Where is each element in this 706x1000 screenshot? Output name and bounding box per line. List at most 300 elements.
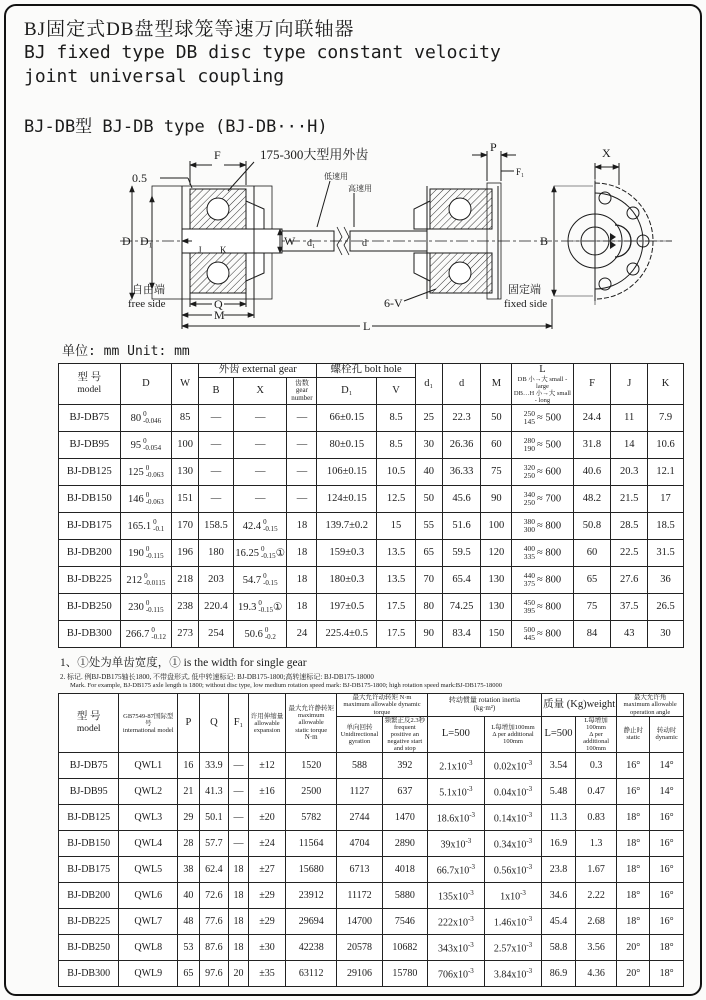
cell-exp: ±24 — [248, 831, 286, 857]
note-line-3: Mark. For example, BJ-DB175 axle length is 1800; without disc type, low medium rotation speed mark: BJ-DB175-1800; high rotation speed mark:BJ-DB175-18000 — [70, 682, 503, 690]
cell-F1: — — [229, 831, 249, 857]
cell-model: BJ-DB250 — [59, 935, 119, 961]
cell-B: — — [199, 486, 234, 513]
free-side-en: free side — [128, 297, 166, 310]
cell-D1: 225.4±0.5 — [317, 621, 377, 648]
cell-dyn2: 15780 — [382, 961, 427, 987]
cell-dyn1: 11172 — [337, 883, 383, 909]
page-title-en-line1: BJ fixed type DB disc type constant velocity — [24, 42, 501, 63]
catalog-page — [24, 14, 684, 987]
cell-F: 24.4 — [573, 405, 611, 432]
cell-d: 22.3 — [442, 405, 481, 432]
t1-header-d1: d₁ — [415, 363, 442, 405]
t2-header-stat-en1: maximum allowable — [298, 712, 325, 727]
cell-ang1: 16° — [617, 779, 650, 805]
cell-d: 65.4 — [442, 567, 481, 594]
cell-D1: 159±0.3 — [317, 540, 377, 567]
t2-header-dyn1-zh: 单向回转 — [346, 723, 373, 731]
cell-d1: 30 — [415, 432, 442, 459]
t2-header-inertia-add — [484, 716, 541, 753]
table-row — [59, 883, 684, 909]
cell-d: 83.4 — [442, 621, 481, 648]
cell-wadd: 0.47 — [575, 779, 616, 805]
t2-header-inertia — [427, 694, 541, 716]
cell-d: 74.25 — [442, 594, 481, 621]
cell-L: 440 375 ≈ 800 — [512, 567, 573, 594]
cell-K: 18.5 — [648, 513, 684, 540]
cell-F: 50.8 — [573, 513, 611, 540]
cell-model: BJ-DB125 — [59, 459, 121, 486]
t1-header-V: V — [377, 378, 416, 405]
t1-header-model-zh: 型 号 — [77, 371, 102, 383]
table-row — [59, 594, 684, 621]
note-line-2: 2. 标记. 例BJ-DB175轴长1800, 不带盘形式, 低中转速标记: BJ-DB175-1800;高转速标记: BJ-DB175-18000 — [60, 673, 374, 682]
cell-K: 26.5 — [648, 594, 684, 621]
cell-intl: QWL1 — [119, 753, 178, 779]
cell-intl: QWL4 — [119, 831, 178, 857]
cell-X: 54.7 0 -0.15 — [233, 567, 287, 594]
cell-ang1: 18° — [617, 805, 650, 831]
cell-D: 165.1 0 -0.1 — [120, 513, 172, 540]
dim-label-f: F — [214, 147, 221, 162]
cell-F: 48.2 — [573, 486, 611, 513]
table-row — [59, 567, 684, 594]
t1-header-B: B — [199, 378, 234, 405]
cell-D: 146 0 -0.063 — [120, 486, 172, 513]
cell-F1: 18 — [229, 857, 249, 883]
cell-intl: QWL5 — [119, 857, 178, 883]
t2-header-wadd-en: Δ per additional 100mm — [583, 730, 610, 753]
cell-model: BJ-DB225 — [59, 909, 119, 935]
cell-Q: 72.6 — [199, 883, 229, 909]
table-row — [59, 753, 684, 779]
cell-D1: 124±0.15 — [317, 486, 377, 513]
t2-header-static-torque — [286, 694, 337, 753]
dimensions-table — [58, 363, 684, 649]
cell-exp: ±29 — [248, 883, 286, 909]
cell-W: 170 — [172, 513, 199, 540]
t2-header-wadd-zh: L每增加100mm — [584, 716, 608, 731]
cell-wadd: 4.36 — [575, 961, 616, 987]
cell-model: BJ-DB250 — [59, 594, 121, 621]
t2-header-angle — [617, 694, 684, 716]
cell-d: 36.33 — [442, 459, 481, 486]
cell-model: BJ-DB125 — [59, 805, 119, 831]
t2-header-dyn-unidirectional — [337, 716, 383, 753]
cell-w500: 16.9 — [542, 831, 576, 857]
t2-header-intl-en: international model — [122, 726, 174, 734]
cell-ang2: 18° — [650, 935, 684, 961]
cell-model: BJ-DB175 — [59, 513, 121, 540]
t2-header-inertia-zh: 转动惯量 rotation inertia — [448, 696, 521, 705]
cell-ang2: 14° — [650, 779, 684, 805]
table-row — [59, 909, 684, 935]
cell-W: 273 — [172, 621, 199, 648]
model-subtitle: BJ-DB型 BJ-DB type (BJ-DB···H) — [24, 116, 328, 137]
t2-header-weight: 质量 (Kg)weight — [542, 694, 617, 716]
dim-label-l: L — [363, 318, 371, 333]
cell-model: BJ-DB200 — [59, 883, 119, 909]
cell-gear: — — [287, 486, 317, 513]
t2-header-angle-dynamic — [650, 716, 684, 753]
t2-header-angle-zh: 最大允许角 — [633, 694, 667, 702]
t1-header-K: K — [648, 363, 684, 405]
t1-header-X: X — [233, 378, 287, 405]
cell-w500: 5.48 — [542, 779, 576, 805]
cell-ang2: 16° — [650, 909, 684, 935]
t2-header-model-en: model — [76, 724, 101, 735]
cell-B: 158.5 — [199, 513, 234, 540]
dim-label-x: X — [602, 145, 611, 160]
cell-dyn1: 1127 — [337, 779, 383, 805]
cell-d1: 65 — [415, 540, 442, 567]
cell-F: 60 — [573, 540, 611, 567]
cell-F1: — — [229, 779, 249, 805]
cell-D1: 106±0.15 — [317, 459, 377, 486]
unit-note: 单位: mm Unit: mm — [62, 343, 190, 359]
cell-gear: 18 — [287, 513, 317, 540]
cell-F: 75 — [573, 594, 611, 621]
cell-w500: 11.3 — [542, 805, 576, 831]
cell-X: — — [233, 432, 287, 459]
dim-label-05: 0.5 — [132, 170, 147, 185]
cell-model: BJ-DB175 — [59, 857, 119, 883]
cell-L: 450 395 ≈ 800 — [512, 594, 573, 621]
cell-Q: 41.3 — [199, 779, 229, 805]
cell-inadd: $1x10^{-3}$ — [484, 883, 541, 909]
cell-V: 13.5 — [377, 540, 416, 567]
cell-d1: 80 — [415, 594, 442, 621]
cell-ang1: 18° — [617, 831, 650, 857]
table-row — [59, 779, 684, 805]
gear-note-label: 175-300大型用外齿 — [260, 146, 369, 162]
cell-stat: 23912 — [286, 883, 337, 909]
table-row — [59, 405, 684, 432]
t2-header-dynamic-torque — [337, 694, 428, 716]
cell-L: 320 250 ≈ 600 — [512, 459, 573, 486]
cell-P: 16 — [178, 753, 200, 779]
t1-body — [59, 405, 684, 648]
cell-J: 37.5 — [611, 594, 648, 621]
cell-J: 22.5 — [611, 540, 648, 567]
cell-F: 65 — [573, 567, 611, 594]
table-row — [59, 459, 684, 486]
page-title-zh: BJ固定式DB盘型球笼等速万向联轴器 — [24, 19, 355, 40]
dim-label-j: J — [198, 244, 202, 255]
table-notes — [60, 654, 684, 689]
t2-header-expansion — [248, 694, 286, 753]
cell-L: 400 335 ≈ 800 — [512, 540, 573, 567]
cell-V: 15 — [377, 513, 416, 540]
cell-K: 17 — [648, 486, 684, 513]
cell-X: — — [233, 459, 287, 486]
performance-table — [58, 693, 684, 987]
cell-B: 220.4 — [199, 594, 234, 621]
cell-X: — — [233, 405, 287, 432]
cell-inadd: $0.02x10^{-3}$ — [484, 753, 541, 779]
cell-F1: 18 — [229, 935, 249, 961]
table-row — [59, 805, 684, 831]
cell-P: 48 — [178, 909, 200, 935]
t1-header-gear-number-zh: 齿数 — [294, 378, 309, 387]
cell-W: 100 — [172, 432, 199, 459]
cell-K: 36 — [648, 567, 684, 594]
cell-D1: 80±0.15 — [317, 432, 377, 459]
cell-d: 51.6 — [442, 513, 481, 540]
cell-D: 212 0 -0.0115 — [120, 567, 172, 594]
cell-ang1: 18° — [617, 857, 650, 883]
t1-header-L — [512, 363, 573, 405]
dim-label-q: Q — [214, 296, 223, 311]
cell-inadd: $3.84x10^{-3}$ — [484, 961, 541, 987]
cell-exp: ±27 — [248, 857, 286, 883]
cell-w500: 86.9 — [542, 961, 576, 987]
cell-X: — — [233, 486, 287, 513]
t2-body — [59, 753, 684, 987]
t2-header-model-zh: 型 号 — [76, 711, 101, 723]
cell-F: 40.6 — [573, 459, 611, 486]
cell-dyn1: 4704 — [337, 831, 383, 857]
cell-J: 11 — [611, 405, 648, 432]
cell-P: 65 — [178, 961, 200, 987]
t1-header-gear-number — [287, 378, 317, 405]
dim-label-b: B — [540, 233, 549, 248]
cell-F: 31.8 — [573, 432, 611, 459]
cell-Q: 50.1 — [199, 805, 229, 831]
table-row — [59, 540, 684, 567]
cell-gear: 18 — [287, 594, 317, 621]
t2-header-dyn-frequent — [382, 716, 427, 753]
cell-d1: 25 — [415, 405, 442, 432]
cell-V: 10.5 — [377, 459, 416, 486]
low-speed-note: 低速用 — [324, 171, 348, 181]
cell-F1: — — [229, 805, 249, 831]
table-row — [59, 621, 684, 648]
dim-label-d-small: d — [362, 237, 367, 249]
cell-exp: ±29 — [248, 909, 286, 935]
cell-L: 280 190 ≈ 500 — [512, 432, 573, 459]
cell-W: 130 — [172, 459, 199, 486]
cell-dyn2: 7546 — [382, 909, 427, 935]
cell-J: 28.5 — [611, 513, 648, 540]
cell-V: 12.5 — [377, 486, 416, 513]
t2-header-F1: F₁ — [229, 694, 249, 753]
t2-header-angd-en: dynamic — [655, 734, 678, 742]
t2-header-inadd-zh: L每增加100mm — [491, 723, 535, 731]
cell-D: 266.7 0 -0.12 — [120, 621, 172, 648]
cell-V: 13.5 — [377, 567, 416, 594]
cell-in500: $706x10^{-3}$ — [427, 961, 484, 987]
t1-header-model-en: model — [77, 384, 102, 395]
cell-K: 31.5 — [648, 540, 684, 567]
t1-header-L-note2: DB…H 小→大 small - long — [513, 389, 571, 405]
t1-header-D: D — [120, 363, 172, 405]
dim-label-d1-small: d₁ — [307, 237, 316, 249]
t2-header-international-model — [119, 694, 178, 753]
cell-d1: 40 — [415, 459, 442, 486]
cell-in500: $343x10^{-3}$ — [427, 935, 484, 961]
cell-stat: 29694 — [286, 909, 337, 935]
cell-L: 340 250 ≈ 700 — [512, 486, 573, 513]
cell-dyn2: 10682 — [382, 935, 427, 961]
cell-ang1: 20° — [617, 935, 650, 961]
cell-gear: 18 — [287, 540, 317, 567]
dim-label-d-cap: D — [122, 233, 131, 248]
technical-drawing — [32, 141, 684, 338]
cell-ang1: 18° — [617, 909, 650, 935]
t2-header-inertia-unit: (kg·m²) — [473, 703, 496, 712]
cell-exp: ±12 — [248, 753, 286, 779]
cell-X: 42.4 0 -0.15 — [233, 513, 287, 540]
cell-dyn2: 637 — [382, 779, 427, 805]
t2-header-Q: Q — [199, 694, 229, 753]
cell-M: 60 — [481, 432, 512, 459]
t1-header-d: d — [442, 363, 481, 405]
cell-M: 100 — [481, 513, 512, 540]
t2-header-angs-en: static — [626, 734, 641, 742]
dim-label-w: W — [284, 233, 296, 248]
cell-M: 75 — [481, 459, 512, 486]
cell-gear: — — [287, 459, 317, 486]
t1-header-F: F — [573, 363, 611, 405]
bolt-count-label: 6-V — [384, 295, 403, 310]
cell-stat: 5782 — [286, 805, 337, 831]
cell-M: 150 — [481, 621, 512, 648]
cell-Q: 57.7 — [199, 831, 229, 857]
cell-wadd: 2.68 — [575, 909, 616, 935]
cell-in500: $222x10^{-3}$ — [427, 909, 484, 935]
cell-P: 28 — [178, 831, 200, 857]
cell-B: 203 — [199, 567, 234, 594]
cell-dyn1: 588 — [337, 753, 383, 779]
cell-d1: 50 — [415, 486, 442, 513]
cell-model: BJ-DB75 — [59, 405, 121, 432]
cell-J: 21.5 — [611, 486, 648, 513]
t2-header-exp-en2: expansion — [253, 726, 281, 734]
table-row — [59, 486, 684, 513]
cell-ang1: 16° — [617, 753, 650, 779]
note-line-1: 1、①处为单齿宽度，① is the width for single gear — [60, 657, 307, 670]
cell-stat: 2500 — [286, 779, 337, 805]
cell-gear: — — [287, 432, 317, 459]
t2-header-angle-en2: operation angle — [629, 708, 671, 716]
page-title-en-line2: joint universal coupling — [24, 66, 285, 88]
cell-ang2: 16° — [650, 805, 684, 831]
cell-in500: $135x10^{-3}$ — [427, 883, 484, 909]
cell-B: 254 — [199, 621, 234, 648]
t2-header-model — [59, 694, 119, 753]
cell-M: 130 — [481, 594, 512, 621]
cell-stat: 15680 — [286, 857, 337, 883]
cell-w500: 23.8 — [542, 857, 576, 883]
cell-w500: 34.6 — [542, 883, 576, 909]
cell-dyn2: 2890 — [382, 831, 427, 857]
cell-exp: ±20 — [248, 805, 286, 831]
cell-Q: 33.9 — [199, 753, 229, 779]
cell-gear: 18 — [287, 567, 317, 594]
cell-D: 190 0 -0.115 — [120, 540, 172, 567]
cell-Q: 62.4 — [199, 857, 229, 883]
t2-header-stat-en2: static torque — [295, 726, 328, 734]
cell-ang2: 14° — [650, 753, 684, 779]
cell-gear: — — [287, 405, 317, 432]
t1-header-gear-number-en: gear number — [291, 386, 313, 403]
cell-J: 27.6 — [611, 567, 648, 594]
cell-Q: 97.6 — [199, 961, 229, 987]
t2-header-dyn-zh: 最大允许动转矩 N·m — [352, 694, 412, 702]
cell-inadd: $0.04x10^{-3}$ — [484, 779, 541, 805]
cell-dyn2: 392 — [382, 753, 427, 779]
cell-K: 12.1 — [648, 459, 684, 486]
cell-d1: 90 — [415, 621, 442, 648]
t2-header-intl-zh: GB7549-87国际型号 — [123, 712, 174, 727]
t2-header-stat-zh: 最大允许静转矩 — [288, 705, 334, 713]
t2-header-dyn2-zh: 频繁正反2.3秒 — [384, 716, 426, 724]
cell-model: BJ-DB95 — [59, 432, 121, 459]
cell-Q: 77.6 — [199, 909, 229, 935]
table-row — [59, 857, 684, 883]
cell-B: 180 — [199, 540, 234, 567]
cell-dyn1: 14700 — [337, 909, 383, 935]
t1-header-L-letter: L — [539, 363, 546, 375]
cell-wadd: 0.3 — [575, 753, 616, 779]
cell-D1: 197±0.5 — [317, 594, 377, 621]
cell-B: — — [199, 405, 234, 432]
t1-header-L-note1: DB 小→大 small - large — [517, 375, 568, 390]
t2-header-angle-static — [617, 716, 650, 753]
cell-model: BJ-DB225 — [59, 567, 121, 594]
t1-header-W: W — [172, 363, 199, 405]
t2-header-angle-en1: maximum allowable — [623, 701, 677, 709]
cell-K: 30 — [648, 621, 684, 648]
dim-label-d1-cap: D₁ — [140, 233, 153, 248]
cell-in500: $18.6x10^{-3}$ — [427, 805, 484, 831]
cell-W: 218 — [172, 567, 199, 594]
cell-P: 53 — [178, 935, 200, 961]
cell-dyn1: 29106 — [337, 961, 383, 987]
high-speed-note: 高速用 — [348, 183, 372, 193]
t1-header-external-gear: 外齿 external gear — [199, 363, 317, 378]
cell-stat: 11564 — [286, 831, 337, 857]
cell-D1: 139.7±0.2 — [317, 513, 377, 540]
cell-dyn2: 4018 — [382, 857, 427, 883]
t2-header-P: P — [178, 694, 200, 753]
cell-d: 59.5 — [442, 540, 481, 567]
cell-B: — — [199, 432, 234, 459]
cell-D: 95 0 -0.054 — [120, 432, 172, 459]
cell-ang2: 16° — [650, 831, 684, 857]
cell-ang2: 18° — [650, 961, 684, 987]
cell-X: 16.25 0 -0.15 ① — [233, 540, 287, 567]
cell-ang2: 16° — [650, 883, 684, 909]
t2-header-stat-unit: N·m — [304, 732, 318, 741]
cell-intl: QWL3 — [119, 805, 178, 831]
dim-label-m: M — [214, 307, 225, 322]
t2-header-weight-L500: L=500 — [542, 716, 576, 753]
t1-header-M: M — [481, 363, 512, 405]
cell-wadd: 2.22 — [575, 883, 616, 909]
cell-wadd: 0.83 — [575, 805, 616, 831]
cell-d: 26.36 — [442, 432, 481, 459]
cell-F1: 18 — [229, 883, 249, 909]
dim-label-p: P — [490, 140, 497, 154]
table-row — [59, 831, 684, 857]
cell-w500: 58.8 — [542, 935, 576, 961]
cell-F: 84 — [573, 621, 611, 648]
cell-wadd: 1.67 — [575, 857, 616, 883]
cell-model: BJ-DB95 — [59, 779, 119, 805]
cell-intl: QWL6 — [119, 883, 178, 909]
